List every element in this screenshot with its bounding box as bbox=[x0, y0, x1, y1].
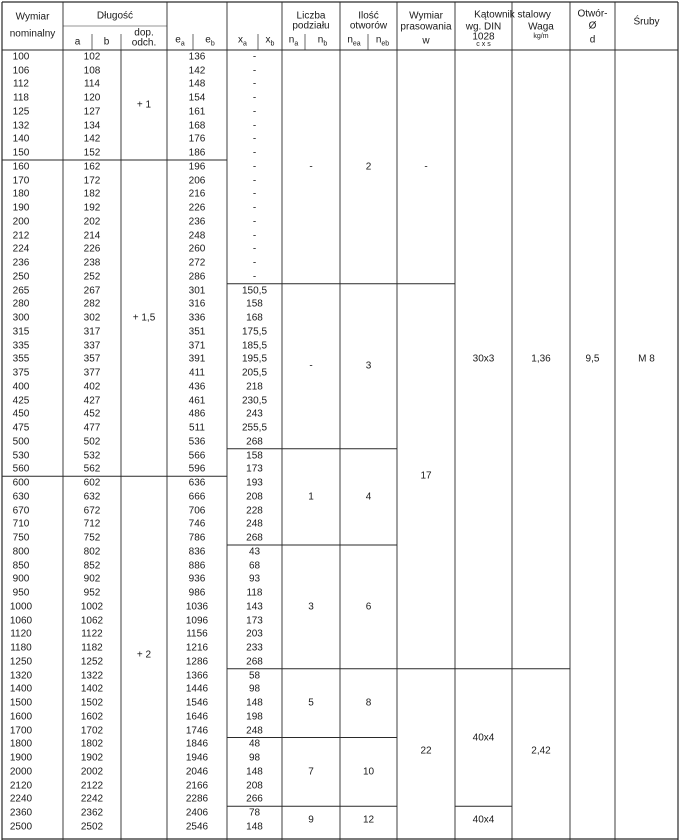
e-value: 1646 bbox=[185, 711, 209, 723]
x-value: - bbox=[252, 51, 257, 63]
header-dop-odch: odch. bbox=[131, 37, 157, 49]
nominal-value: 250 bbox=[12, 271, 30, 283]
header-kgm: kg/m bbox=[533, 33, 549, 40]
e-value: 1036 bbox=[185, 601, 209, 613]
e-value: 596 bbox=[188, 463, 206, 475]
nominal-value: 335 bbox=[12, 340, 30, 352]
hole-count: 3 bbox=[365, 360, 372, 372]
length-value: 902 bbox=[83, 573, 101, 585]
e-value: 216 bbox=[188, 188, 206, 200]
x-value: - bbox=[252, 271, 257, 283]
e-value: 260 bbox=[188, 243, 206, 255]
e-value: 2546 bbox=[185, 821, 209, 833]
nominal-value: 224 bbox=[12, 243, 30, 255]
length-value: 477 bbox=[83, 422, 101, 434]
e-value: 186 bbox=[188, 147, 206, 159]
length-value: 1062 bbox=[80, 615, 104, 627]
length-value: 532 bbox=[83, 450, 101, 462]
e-value: 436 bbox=[188, 381, 206, 393]
length-value: 1322 bbox=[80, 670, 104, 682]
x-value: - bbox=[252, 230, 257, 242]
header-b: b bbox=[103, 36, 110, 48]
nominal-value: 530 bbox=[12, 450, 30, 462]
x-value: 243 bbox=[246, 408, 263, 420]
e-value: 1156 bbox=[186, 628, 208, 640]
nominal-value: 670 bbox=[12, 505, 30, 517]
x-value: 268 bbox=[246, 436, 263, 448]
e-value: 666 bbox=[188, 491, 206, 503]
nominal-value: 160 bbox=[12, 161, 30, 173]
length-value: 1182 bbox=[81, 642, 103, 654]
length-value: 182 bbox=[83, 188, 101, 200]
e-value: 272 bbox=[188, 257, 206, 269]
x-value: 68 bbox=[248, 560, 261, 572]
e-value: 351 bbox=[188, 326, 206, 338]
weight-value: 1,36 bbox=[531, 353, 551, 365]
nominal-value: 1500 bbox=[9, 697, 33, 709]
hole-count: 2 bbox=[365, 161, 372, 173]
header-dlugosc: Długość bbox=[96, 10, 134, 22]
x-value: 98 bbox=[248, 683, 261, 695]
length-value: 402 bbox=[83, 381, 101, 393]
e-value: 746 bbox=[188, 518, 206, 530]
x-value: 268 bbox=[246, 656, 263, 668]
e-value: 566 bbox=[188, 450, 206, 462]
x-value: 118 bbox=[246, 587, 263, 599]
e-value: 391 bbox=[188, 353, 206, 365]
header-wymiar-prasowania: prasowania bbox=[400, 21, 452, 33]
header-w: w bbox=[422, 35, 430, 47]
division-count: - bbox=[309, 161, 313, 173]
length-value: 108 bbox=[83, 65, 101, 77]
nominal-value: 450 bbox=[12, 408, 30, 420]
x-value: - bbox=[252, 92, 257, 104]
x-value: 218 bbox=[246, 381, 263, 393]
header-wymiar-nominalny: nominalny bbox=[9, 28, 56, 40]
nominal-value: 300 bbox=[12, 312, 30, 324]
e-value: 286 bbox=[188, 271, 206, 283]
angle-profile: 40x4 bbox=[472, 732, 495, 743]
x-value: 150,5 bbox=[241, 285, 268, 297]
e-value: 1946 bbox=[185, 752, 209, 764]
hole-count: 4 bbox=[365, 491, 372, 503]
header-nb: $n_b$ bbox=[317, 34, 328, 48]
x-value: - bbox=[252, 175, 257, 187]
length-value: 1602 bbox=[80, 711, 104, 723]
nominal-value: 170 bbox=[12, 175, 30, 187]
nominal-value: 2240 bbox=[9, 793, 33, 805]
nominal-value: 1320 bbox=[9, 670, 33, 682]
e-value: 836 bbox=[188, 546, 206, 558]
header-waga: Waga bbox=[528, 21, 554, 33]
x-value: 268 bbox=[246, 532, 263, 544]
e-value: 461 bbox=[188, 395, 206, 407]
length-value: 1802 bbox=[80, 738, 104, 750]
length-value: 2502 bbox=[80, 821, 104, 833]
e-value: 936 bbox=[188, 573, 206, 585]
header-otwor: Otwór- bbox=[577, 8, 608, 20]
length-value: 562 bbox=[83, 463, 101, 475]
length-value: 214 bbox=[83, 230, 101, 242]
nominal-value: 132 bbox=[12, 120, 30, 132]
header-din-number: 1028 bbox=[472, 31, 495, 43]
x-value: 255,5 bbox=[241, 422, 268, 434]
header-liczba-podzialu: Liczba bbox=[296, 10, 326, 22]
header-katownik: Kątownik stalowy bbox=[474, 9, 551, 21]
length-value: 377 bbox=[83, 367, 101, 379]
nominal-value: 150 bbox=[12, 147, 30, 159]
nominal-value: 118 bbox=[13, 92, 29, 104]
e-value: 536 bbox=[188, 436, 206, 448]
e-value: 136 bbox=[188, 51, 206, 63]
length-value: 852 bbox=[83, 560, 101, 572]
length-value: 672 bbox=[83, 505, 101, 517]
x-value: 266 bbox=[246, 793, 263, 805]
length-value: 1122 bbox=[81, 628, 103, 640]
length-value: 802 bbox=[83, 546, 101, 558]
x-value: 248 bbox=[246, 518, 263, 530]
length-value: 337 bbox=[83, 340, 101, 352]
x-value: 205,5 bbox=[241, 367, 268, 379]
header-xb: $x_b$ bbox=[265, 34, 275, 48]
header-xa: $x_a$ bbox=[238, 34, 247, 48]
x-value: - bbox=[252, 257, 257, 269]
e-value: 168 bbox=[188, 120, 206, 132]
e-value: 636 bbox=[188, 477, 206, 489]
nominal-value: 1800 bbox=[9, 738, 33, 750]
x-value: - bbox=[252, 133, 257, 145]
length-value: 712 bbox=[83, 518, 101, 530]
nominal-value: 475 bbox=[12, 422, 30, 434]
e-value: 2406 bbox=[185, 807, 209, 819]
nominal-value: 140 bbox=[12, 133, 30, 145]
x-value: 58 bbox=[248, 670, 261, 682]
x-value: 198 bbox=[246, 711, 263, 723]
e-value: 248 bbox=[188, 230, 206, 242]
x-value: 228 bbox=[246, 505, 263, 517]
nominal-value: 710 bbox=[12, 518, 30, 530]
header-dop-odch: dop. bbox=[134, 27, 154, 39]
tolerance-value: + 1 bbox=[136, 99, 152, 111]
x-value: 230,5 bbox=[241, 395, 268, 407]
header-na: $n_a$ bbox=[288, 34, 299, 48]
x-value: 185,5 bbox=[241, 340, 268, 352]
e-value: 986 bbox=[188, 587, 206, 599]
length-value: 317 bbox=[83, 326, 101, 338]
length-value: 162 bbox=[83, 161, 101, 173]
header-wg-din: wg. DIN bbox=[465, 21, 502, 33]
angle-profile: 40x4 bbox=[472, 814, 495, 826]
e-value: 2286 bbox=[185, 793, 209, 805]
e-value: 206 bbox=[188, 175, 206, 187]
length-value: 632 bbox=[83, 491, 101, 503]
x-value: 158 bbox=[246, 298, 263, 310]
length-value: 114 bbox=[84, 78, 100, 90]
e-value: 486 bbox=[188, 408, 206, 420]
e-value: 236 bbox=[188, 216, 206, 228]
length-value: 127 bbox=[83, 106, 101, 118]
division-count: - bbox=[309, 360, 313, 372]
length-value: 2002 bbox=[80, 766, 104, 778]
tolerance-value: + 1,5 bbox=[132, 312, 156, 324]
length-value: 502 bbox=[83, 436, 101, 448]
header-a: a bbox=[74, 36, 81, 48]
x-value: 248 bbox=[246, 725, 263, 737]
e-value: 2166 bbox=[185, 780, 209, 792]
e-value: 316 bbox=[188, 298, 206, 310]
nominal-value: 125 bbox=[12, 106, 30, 118]
x-value: 148 bbox=[246, 766, 263, 778]
nominal-value: 112 bbox=[13, 78, 29, 90]
x-value: 208 bbox=[246, 491, 263, 503]
division-count: 3 bbox=[308, 601, 314, 613]
x-value: - bbox=[252, 65, 257, 77]
e-value: 1216 bbox=[185, 642, 209, 654]
nominal-value: 315 bbox=[12, 326, 30, 338]
x-value: 93 bbox=[248, 573, 261, 585]
x-value: - bbox=[252, 106, 257, 118]
header-d: d bbox=[589, 34, 596, 46]
x-value: 208 bbox=[246, 780, 263, 792]
length-value: 1402 bbox=[80, 683, 104, 695]
length-value: 238 bbox=[83, 257, 101, 269]
nominal-value: 265 bbox=[12, 285, 30, 297]
x-value: 158 bbox=[246, 450, 263, 462]
e-value: 161 bbox=[188, 106, 206, 118]
length-value: 202 bbox=[83, 216, 101, 228]
e-value: 511 bbox=[189, 422, 205, 434]
e-value: 1546 bbox=[185, 697, 209, 709]
e-value: 142 bbox=[188, 65, 206, 77]
e-value: 1846 bbox=[185, 738, 209, 750]
length-value: 602 bbox=[83, 477, 101, 489]
header-sruby: Śruby bbox=[633, 16, 660, 28]
x-value: 193 bbox=[246, 477, 263, 489]
x-value: 168 bbox=[246, 312, 263, 324]
x-value: 143 bbox=[246, 601, 263, 613]
header-cxs: c x s bbox=[476, 41, 491, 48]
e-value: 301 bbox=[188, 285, 206, 297]
e-value: 176 bbox=[188, 133, 206, 145]
e-value: 154 bbox=[188, 92, 206, 104]
nominal-value: 750 bbox=[12, 532, 30, 544]
length-value: 752 bbox=[83, 532, 101, 544]
nominal-value: 212 bbox=[12, 230, 30, 242]
nominal-value: 1120 bbox=[10, 628, 32, 640]
nominal-value: 106 bbox=[12, 65, 30, 77]
length-value: 142 bbox=[83, 133, 101, 145]
nominal-value: 236 bbox=[12, 257, 30, 269]
press-dimension: 22 bbox=[420, 745, 432, 757]
header-liczba-podzialu: podziału bbox=[292, 20, 330, 32]
nominal-value: 190 bbox=[12, 202, 30, 214]
e-value: 786 bbox=[188, 532, 206, 544]
length-value: 302 bbox=[83, 312, 101, 324]
nominal-value: 355 bbox=[12, 353, 30, 365]
division-count: 1 bbox=[308, 491, 314, 503]
header-ilosc-otworow: otworów bbox=[349, 20, 388, 32]
x-value: - bbox=[252, 161, 257, 173]
length-value: 120 bbox=[83, 92, 101, 104]
e-value: 1286 bbox=[185, 656, 209, 668]
x-value: 43 bbox=[248, 546, 261, 558]
header-otwor: Ø bbox=[588, 20, 597, 32]
nominal-value: 425 bbox=[12, 395, 30, 407]
x-value: 173 bbox=[246, 463, 263, 475]
length-value: 952 bbox=[83, 587, 101, 599]
x-value: 148 bbox=[246, 821, 263, 833]
bolt-size: M 8 bbox=[638, 353, 655, 365]
header-wymiar-nominalny: Wymiar bbox=[15, 11, 50, 23]
e-value: 226 bbox=[188, 202, 206, 214]
length-value: 282 bbox=[83, 298, 101, 310]
nominal-value: 630 bbox=[12, 491, 30, 503]
length-value: 152 bbox=[83, 147, 101, 159]
e-value: 886 bbox=[188, 560, 206, 572]
length-value: 2362 bbox=[80, 807, 104, 819]
weight-value: 2,42 bbox=[531, 745, 551, 757]
nominal-value: 1000 bbox=[9, 601, 33, 613]
header-ilosc-otworow: Ilość bbox=[358, 10, 379, 22]
e-value: 336 bbox=[188, 312, 206, 324]
division-count: 5 bbox=[308, 697, 314, 709]
length-value: 192 bbox=[83, 202, 101, 214]
length-value: 452 bbox=[83, 408, 101, 420]
nominal-value: 1400 bbox=[9, 683, 33, 695]
angle-profile: 30x3 bbox=[472, 353, 495, 365]
nominal-value: 400 bbox=[12, 381, 30, 393]
header-eb: $e_b$ bbox=[205, 34, 215, 48]
division-count: 7 bbox=[308, 766, 314, 778]
x-value: 173 bbox=[246, 615, 263, 627]
nominal-value: 2500 bbox=[9, 821, 33, 833]
e-value: 196 bbox=[188, 161, 206, 173]
e-value: 2046 bbox=[185, 766, 209, 778]
length-value: 2122 bbox=[80, 780, 104, 792]
press-dimension: 17 bbox=[420, 470, 432, 482]
nominal-value: 1060 bbox=[9, 615, 33, 627]
x-value: - bbox=[252, 78, 257, 90]
x-value: 98 bbox=[248, 752, 261, 764]
hole-diameter: 9,5 bbox=[585, 353, 600, 365]
nominal-value: 180 bbox=[12, 188, 30, 200]
nominal-value: 375 bbox=[12, 367, 30, 379]
x-value: 175,5 bbox=[241, 326, 268, 338]
length-value: 102 bbox=[83, 51, 101, 63]
header-wymiar-prasowania: Wymiar bbox=[409, 10, 443, 22]
e-value: 371 bbox=[188, 340, 206, 352]
nominal-value: 850 bbox=[12, 560, 30, 572]
x-value: - bbox=[252, 120, 257, 132]
x-value: 195,5 bbox=[241, 353, 268, 365]
hole-count: 12 bbox=[362, 814, 375, 826]
length-value: 267 bbox=[83, 285, 101, 297]
e-value: 148 bbox=[188, 78, 206, 90]
length-value: 1702 bbox=[80, 725, 104, 737]
nominal-value: 280 bbox=[12, 298, 30, 310]
length-value: 226 bbox=[83, 243, 101, 255]
x-value: 148 bbox=[246, 697, 263, 709]
nominal-value: 1700 bbox=[9, 725, 33, 737]
e-value: 411 bbox=[189, 367, 205, 379]
nominal-value: 950 bbox=[12, 587, 30, 599]
e-value: 1446 bbox=[185, 683, 209, 695]
length-value: 252 bbox=[83, 271, 101, 283]
e-value: 1096 bbox=[185, 615, 209, 627]
nominal-value: 2000 bbox=[9, 766, 33, 778]
nominal-value: 1180 bbox=[10, 642, 32, 654]
header-nea: $n_{ea}$ bbox=[347, 34, 361, 48]
nominal-value: 600 bbox=[12, 477, 30, 489]
length-value: 1252 bbox=[80, 656, 104, 668]
x-value: - bbox=[252, 188, 257, 200]
nominal-value: 900 bbox=[12, 573, 30, 585]
length-value: 2242 bbox=[80, 793, 104, 805]
x-value: - bbox=[252, 202, 257, 214]
length-value: 1502 bbox=[80, 697, 104, 709]
e-value: 706 bbox=[188, 505, 206, 517]
nominal-value: 2120 bbox=[9, 780, 33, 792]
x-value: 233 bbox=[246, 642, 263, 654]
nominal-value: 2360 bbox=[9, 807, 33, 819]
nominal-value: 500 bbox=[12, 436, 30, 448]
length-value: 427 bbox=[83, 395, 101, 407]
nominal-value: 1900 bbox=[9, 752, 33, 764]
hole-count: 6 bbox=[365, 601, 372, 613]
header-ea: $e_a$ bbox=[175, 34, 185, 48]
x-value: - bbox=[252, 147, 257, 159]
x-value: 48 bbox=[248, 738, 261, 750]
nominal-value: 1600 bbox=[9, 711, 33, 723]
length-value: 134 bbox=[83, 120, 101, 132]
nominal-value: 1250 bbox=[9, 656, 33, 668]
length-value: 1002 bbox=[80, 601, 104, 613]
header-neb: $n_{eb}$ bbox=[375, 34, 390, 48]
e-value: 1366 bbox=[185, 670, 209, 682]
x-value: 203 bbox=[246, 628, 263, 640]
length-value: 357 bbox=[83, 353, 101, 365]
x-value: - bbox=[252, 243, 257, 255]
hole-count: 10 bbox=[362, 766, 375, 778]
hole-count: 8 bbox=[365, 697, 372, 709]
x-value: 78 bbox=[248, 807, 261, 819]
nominal-value: 100 bbox=[12, 51, 30, 63]
press-dimension: - bbox=[424, 161, 428, 173]
tolerance-value: + 2 bbox=[136, 649, 152, 661]
nominal-value: 200 bbox=[12, 216, 30, 228]
length-value: 1902 bbox=[80, 752, 104, 764]
e-value: 1746 bbox=[185, 725, 209, 737]
x-value: - bbox=[252, 216, 257, 228]
division-count: 9 bbox=[308, 814, 314, 826]
nominal-value: 560 bbox=[12, 463, 30, 475]
nominal-value: 800 bbox=[12, 546, 30, 558]
length-value: 172 bbox=[83, 175, 101, 187]
